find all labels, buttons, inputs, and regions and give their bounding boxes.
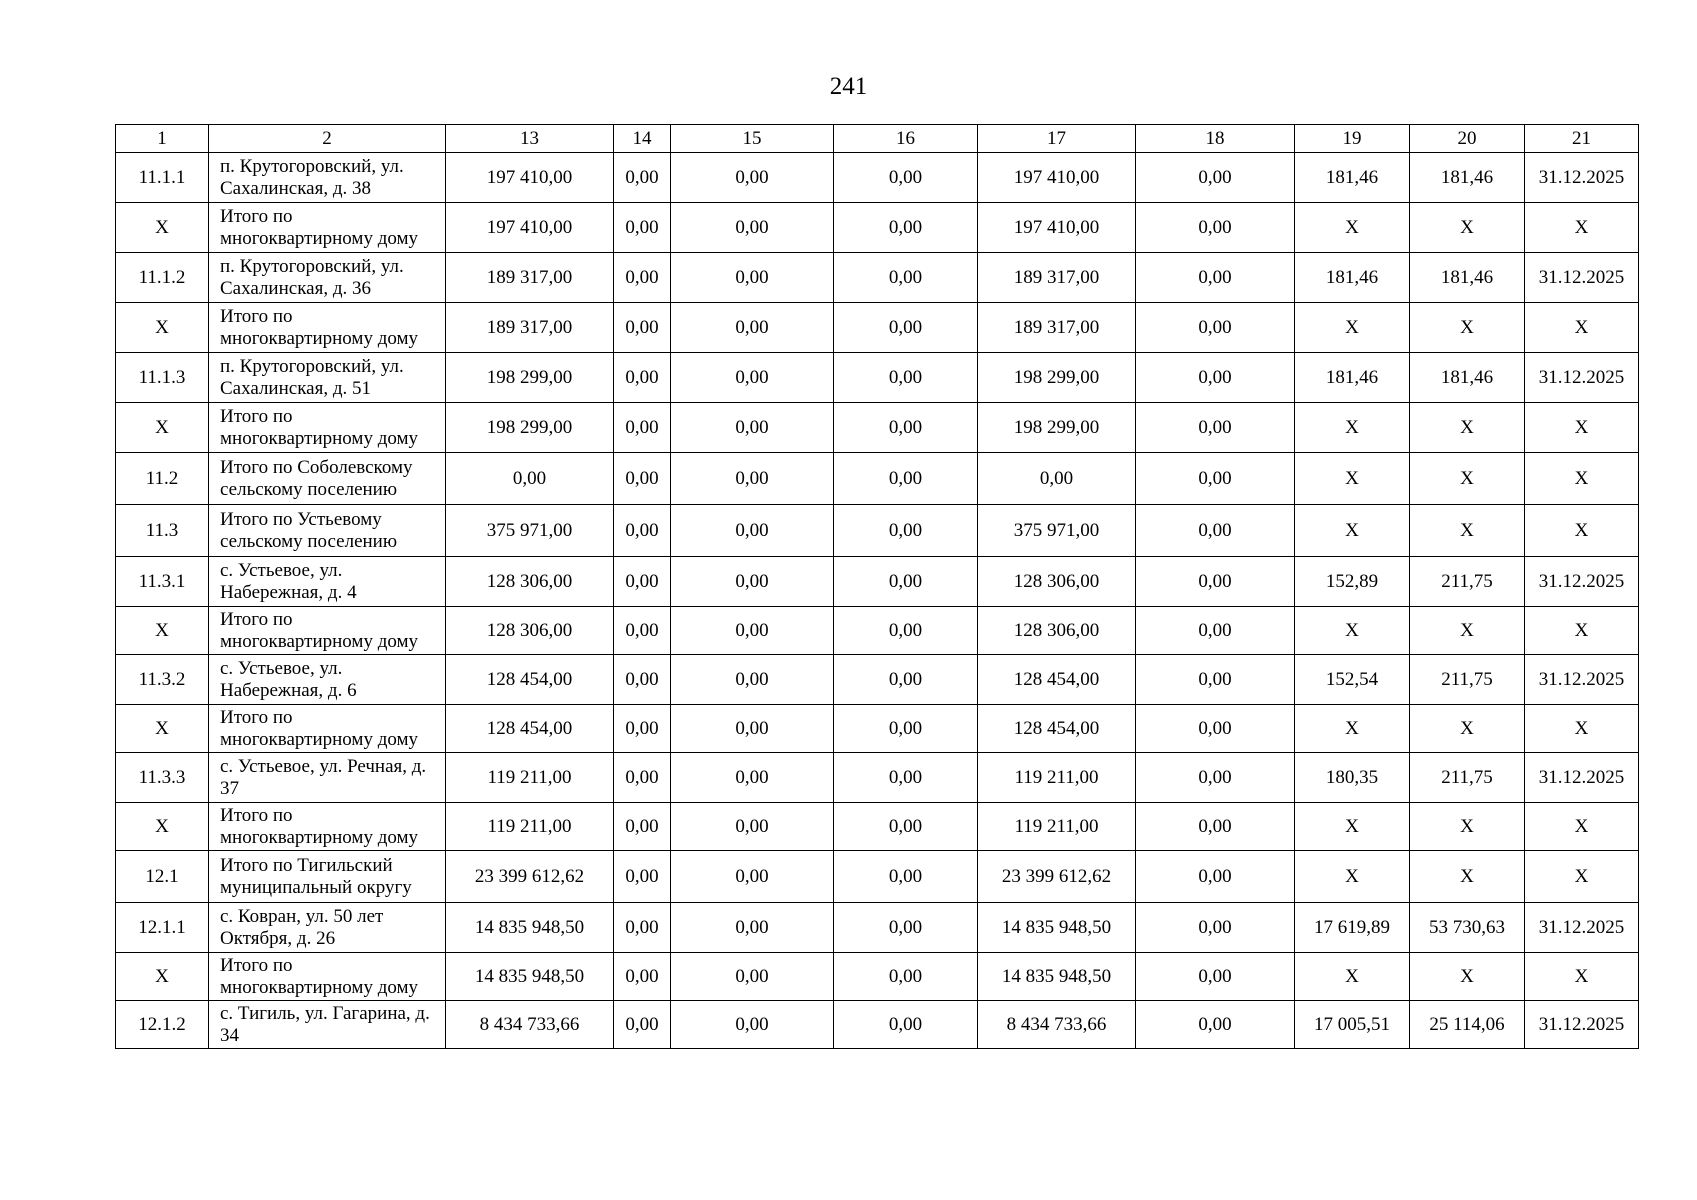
table-cell: 0,00	[1136, 903, 1295, 953]
table-cell: 0,00	[834, 803, 978, 851]
table-cell: 0,00	[1136, 203, 1295, 253]
table-cell: 0,00	[834, 753, 978, 803]
table-cell: 128 306,00	[978, 557, 1136, 607]
table-header-row	[116, 125, 1639, 153]
table-cell: 0,00	[614, 753, 671, 803]
table-cell: 375 971,00	[978, 505, 1136, 557]
table-cell: 189 317,00	[978, 303, 1136, 353]
table-cell: 0,00	[671, 851, 834, 903]
header-cell: 13	[446, 125, 614, 153]
table-cell: 0,00	[978, 453, 1136, 505]
table-cell: 17 005,51	[1295, 1001, 1410, 1049]
table-cell: 0,00	[1136, 1001, 1295, 1049]
table-cell: 128 454,00	[978, 655, 1136, 705]
table-cell: 0,00	[834, 655, 978, 705]
address-cell: Итого по Устьевому сельскому поселению	[209, 505, 446, 557]
table-row	[116, 153, 1639, 203]
header-cell: 16	[834, 125, 978, 153]
table-cell: 181,46	[1410, 253, 1525, 303]
table-cell: 11.3	[116, 505, 209, 557]
table-cell: 211,75	[1410, 655, 1525, 705]
table-cell: X	[1295, 403, 1410, 453]
table-cell: 0,00	[614, 607, 671, 655]
table-cell: 0,00	[671, 655, 834, 705]
table-row	[116, 1001, 1639, 1049]
table-cell: 0,00	[1136, 303, 1295, 353]
table-cell: 23 399 612,62	[978, 851, 1136, 903]
header-cell: 20	[1410, 125, 1525, 153]
table-cell: X	[1525, 607, 1639, 655]
table-cell: 0,00	[614, 851, 671, 903]
table-cell: 31.12.2025	[1525, 557, 1639, 607]
table-cell: 11.3.2	[116, 655, 209, 705]
table-cell: 198 299,00	[978, 353, 1136, 403]
table-cell: 181,46	[1295, 353, 1410, 403]
table-cell: 31.12.2025	[1525, 253, 1639, 303]
table-cell: 0,00	[671, 453, 834, 505]
address-cell: п. Крутогоровский, ул. Сахалинская, д. 38	[209, 153, 446, 203]
address-cell: п. Крутогоровский, ул. Сахалинская, д. 36	[209, 253, 446, 303]
table-cell: 189 317,00	[446, 303, 614, 353]
table-cell: X	[1410, 203, 1525, 253]
table-cell: 0,00	[671, 303, 834, 353]
address-cell: Итого по многоквартирному дому	[209, 607, 446, 655]
table-cell: 119 211,00	[446, 803, 614, 851]
table-cell: 0,00	[834, 557, 978, 607]
header-cell: 21	[1525, 125, 1639, 153]
table-cell: 17 619,89	[1295, 903, 1410, 953]
table-cell: X	[1410, 803, 1525, 851]
table-cell: 0,00	[1136, 607, 1295, 655]
table-cell: 0,00	[614, 903, 671, 953]
table-cell: X	[1525, 953, 1639, 1001]
table-cell: 0,00	[1136, 353, 1295, 403]
header-cell: 17	[978, 125, 1136, 153]
table-cell: X	[1410, 453, 1525, 505]
address-cell: Итого по многоквартирному дому	[209, 303, 446, 353]
table-cell: 0,00	[671, 705, 834, 753]
table-cell: 0,00	[834, 953, 978, 1001]
table-row	[116, 607, 1639, 655]
table-cell: 0,00	[671, 353, 834, 403]
table-cell: 181,46	[1295, 253, 1410, 303]
table-cell: X	[1525, 851, 1639, 903]
table-row	[116, 353, 1639, 403]
table-row	[116, 655, 1639, 705]
table-cell: 0,00	[834, 607, 978, 655]
table-cell: 128 306,00	[446, 607, 614, 655]
address-cell: с. Устьевое, ул. Речная, д. 37	[209, 753, 446, 803]
table-row	[116, 253, 1639, 303]
table-row	[116, 203, 1639, 253]
table-cell: 198 299,00	[446, 403, 614, 453]
table-cell: X	[1410, 403, 1525, 453]
table-cell: 0,00	[614, 705, 671, 753]
table-cell: 180,35	[1295, 753, 1410, 803]
table-cell: 181,46	[1410, 153, 1525, 203]
table-cell: 14 835 948,50	[446, 903, 614, 953]
table-cell: 128 454,00	[446, 655, 614, 705]
table-cell: 211,75	[1410, 753, 1525, 803]
table-cell: X	[1525, 505, 1639, 557]
table-row	[116, 903, 1639, 953]
table-cell: X	[1525, 403, 1639, 453]
table-cell: 198 299,00	[446, 353, 614, 403]
table-cell: 0,00	[834, 253, 978, 303]
table-cell: 0,00	[1136, 705, 1295, 753]
table-cell: 11.1.3	[116, 353, 209, 403]
table-cell: 11.2	[116, 453, 209, 505]
table-cell: 0,00	[614, 1001, 671, 1049]
table-cell: 0,00	[834, 851, 978, 903]
address-cell: с. Тигиль, ул. Гагарина, д. 34	[209, 1001, 446, 1049]
table-cell: 189 317,00	[446, 253, 614, 303]
table-cell: 14 835 948,50	[978, 903, 1136, 953]
table-cell: 0,00	[1136, 557, 1295, 607]
table-cell: 0,00	[614, 453, 671, 505]
table-cell: X	[1295, 303, 1410, 353]
table-cell: X	[1295, 803, 1410, 851]
table-cell: 128 454,00	[978, 705, 1136, 753]
table-cell: 197 410,00	[978, 203, 1136, 253]
table-cell: 0,00	[834, 903, 978, 953]
table-cell: X	[116, 705, 209, 753]
table-cell: 198 299,00	[978, 403, 1136, 453]
table-cell: 0,00	[671, 403, 834, 453]
table-cell: X	[1295, 203, 1410, 253]
table-cell: X	[1525, 203, 1639, 253]
table-cell: 128 454,00	[446, 705, 614, 753]
table-cell: 0,00	[1136, 153, 1295, 203]
table-cell: X	[1295, 453, 1410, 505]
table-row	[116, 851, 1639, 903]
table-cell: 0,00	[834, 453, 978, 505]
table-cell: 14 835 948,50	[978, 953, 1136, 1001]
table-cell: X	[116, 803, 209, 851]
table-cell: 31.12.2025	[1525, 655, 1639, 705]
table-cell: 8 434 733,66	[446, 1001, 614, 1049]
table-cell: 25 114,06	[1410, 1001, 1525, 1049]
table-cell: 0,00	[1136, 253, 1295, 303]
header-cell: 18	[1136, 125, 1295, 153]
table-cell: 0,00	[1136, 803, 1295, 851]
address-cell: Итого по Соболевскому сельскому поселению	[209, 453, 446, 505]
table-cell: 31.12.2025	[1525, 903, 1639, 953]
table-cell: 0,00	[671, 803, 834, 851]
header-cell: 15	[671, 125, 834, 153]
table-cell: 128 306,00	[978, 607, 1136, 655]
table-cell: X	[1410, 851, 1525, 903]
table-cell: 0,00	[614, 253, 671, 303]
table-cell: 0,00	[671, 253, 834, 303]
header-cell: 2	[209, 125, 446, 153]
table-cell: 11.1.2	[116, 253, 209, 303]
address-cell: с. Устьевое, ул. Набережная, д. 6	[209, 655, 446, 705]
table-cell: 0,00	[614, 203, 671, 253]
page-number: 241	[829, 73, 868, 100]
table-cell: 0,00	[614, 953, 671, 1001]
table-cell: 0,00	[1136, 851, 1295, 903]
table-cell: 31.12.2025	[1525, 1001, 1639, 1049]
table-cell: 0,00	[834, 1001, 978, 1049]
table-cell: 11.3.1	[116, 557, 209, 607]
table-cell: 31.12.2025	[1525, 753, 1639, 803]
table-cell: 12.1	[116, 851, 209, 903]
table-cell: 0,00	[671, 505, 834, 557]
table-cell: X	[1295, 851, 1410, 903]
header-cell: 1	[116, 125, 209, 153]
table-cell: 0,00	[1136, 403, 1295, 453]
table-row	[116, 505, 1639, 557]
address-cell: с. Ковран, ул. 50 лет Октября, д. 26	[209, 903, 446, 953]
table-cell: 0,00	[614, 403, 671, 453]
table-cell: 0,00	[671, 607, 834, 655]
table-cell: 0,00	[614, 803, 671, 851]
table-cell: 0,00	[671, 203, 834, 253]
address-cell: п. Крутогоровский, ул. Сахалинская, д. 51	[209, 353, 446, 403]
table-row	[116, 453, 1639, 505]
table-cell: X	[1410, 953, 1525, 1001]
table-cell: X	[1525, 705, 1639, 753]
table-row	[116, 303, 1639, 353]
address-cell: Итого по Тигильский муниципальный округу	[209, 851, 446, 903]
table-cell: 23 399 612,62	[446, 851, 614, 903]
table-cell: 31.12.2025	[1525, 153, 1639, 203]
table-cell: X	[1410, 705, 1525, 753]
table-cell: 375 971,00	[446, 505, 614, 557]
table-cell: 0,00	[671, 953, 834, 1001]
address-cell: Итого по многоквартирному дому	[209, 803, 446, 851]
table-cell: X	[1410, 303, 1525, 353]
header-cell: 19	[1295, 125, 1410, 153]
address-cell: Итого по многоквартирному дому	[209, 203, 446, 253]
table-cell: 0,00	[614, 557, 671, 607]
table-cell: 0,00	[834, 505, 978, 557]
table-cell: X	[116, 303, 209, 353]
table-cell: 0,00	[614, 505, 671, 557]
table-cell: 53 730,63	[1410, 903, 1525, 953]
table-cell: 0,00	[834, 705, 978, 753]
table-cell: 0,00	[614, 303, 671, 353]
table-cell: 152,89	[1295, 557, 1410, 607]
table-cell: 211,75	[1410, 557, 1525, 607]
table-cell: X	[116, 203, 209, 253]
table-cell: 197 410,00	[446, 153, 614, 203]
table-cell: X	[1525, 803, 1639, 851]
table-cell: 0,00	[446, 453, 614, 505]
table-cell: X	[1410, 505, 1525, 557]
table-cell: X	[116, 403, 209, 453]
address-cell: Итого по многоквартирному дому	[209, 953, 446, 1001]
table-cell: X	[1295, 953, 1410, 1001]
table-cell: 11.3.3	[116, 753, 209, 803]
table-cell: X	[1525, 453, 1639, 505]
table-cell: 119 211,00	[978, 753, 1136, 803]
table-row	[116, 705, 1639, 753]
table-cell: 12.1.1	[116, 903, 209, 953]
table-cell: X	[1295, 705, 1410, 753]
table-cell: X	[116, 953, 209, 1001]
table-cell: 8 434 733,66	[978, 1001, 1136, 1049]
table-cell: 189 317,00	[978, 253, 1136, 303]
table-cell: X	[1295, 505, 1410, 557]
table-cell: 0,00	[1136, 753, 1295, 803]
table-row	[116, 403, 1639, 453]
table-cell: 0,00	[834, 353, 978, 403]
table-cell: 119 211,00	[978, 803, 1136, 851]
table-row	[116, 557, 1639, 607]
table-cell: 181,46	[1410, 353, 1525, 403]
table-cell: 31.12.2025	[1525, 353, 1639, 403]
address-cell: Итого по многоквартирному дому	[209, 705, 446, 753]
table-cell: 14 835 948,50	[446, 953, 614, 1001]
table-cell: 0,00	[1136, 453, 1295, 505]
table-row	[116, 803, 1639, 851]
table-cell: 0,00	[671, 753, 834, 803]
table-cell: 0,00	[671, 153, 834, 203]
address-cell: с. Устьевое, ул. Набережная, д. 4	[209, 557, 446, 607]
table-cell: 0,00	[614, 655, 671, 705]
table-cell: 0,00	[834, 203, 978, 253]
table-cell: 152,54	[1295, 655, 1410, 705]
table-row	[116, 753, 1639, 803]
table-cell: 0,00	[671, 557, 834, 607]
table-cell: 0,00	[834, 403, 978, 453]
address-cell: Итого по многоквартирному дому	[209, 403, 446, 453]
table-cell: X	[1525, 303, 1639, 353]
table-cell: 0,00	[614, 153, 671, 203]
table-cell: 12.1.2	[116, 1001, 209, 1049]
table-cell: 0,00	[671, 903, 834, 953]
table-cell: 0,00	[614, 353, 671, 403]
table-cell: 197 410,00	[446, 203, 614, 253]
table-cell: 119 211,00	[446, 753, 614, 803]
table-row	[116, 953, 1639, 1001]
table-cell: 0,00	[1136, 505, 1295, 557]
table-cell: 197 410,00	[978, 153, 1136, 203]
data-table	[115, 124, 1639, 1049]
table-cell: X	[1410, 607, 1525, 655]
table-cell: 0,00	[1136, 655, 1295, 705]
table-cell: 128 306,00	[446, 557, 614, 607]
table-cell: 181,46	[1295, 153, 1410, 203]
table-cell: 11.1.1	[116, 153, 209, 203]
table-cell: X	[116, 607, 209, 655]
table-cell: 0,00	[671, 1001, 834, 1049]
header-cell: 14	[614, 125, 671, 153]
table-cell: 0,00	[1136, 953, 1295, 1001]
table-cell: 0,00	[834, 303, 978, 353]
table-cell: X	[1295, 607, 1410, 655]
table-cell: 0,00	[834, 153, 978, 203]
